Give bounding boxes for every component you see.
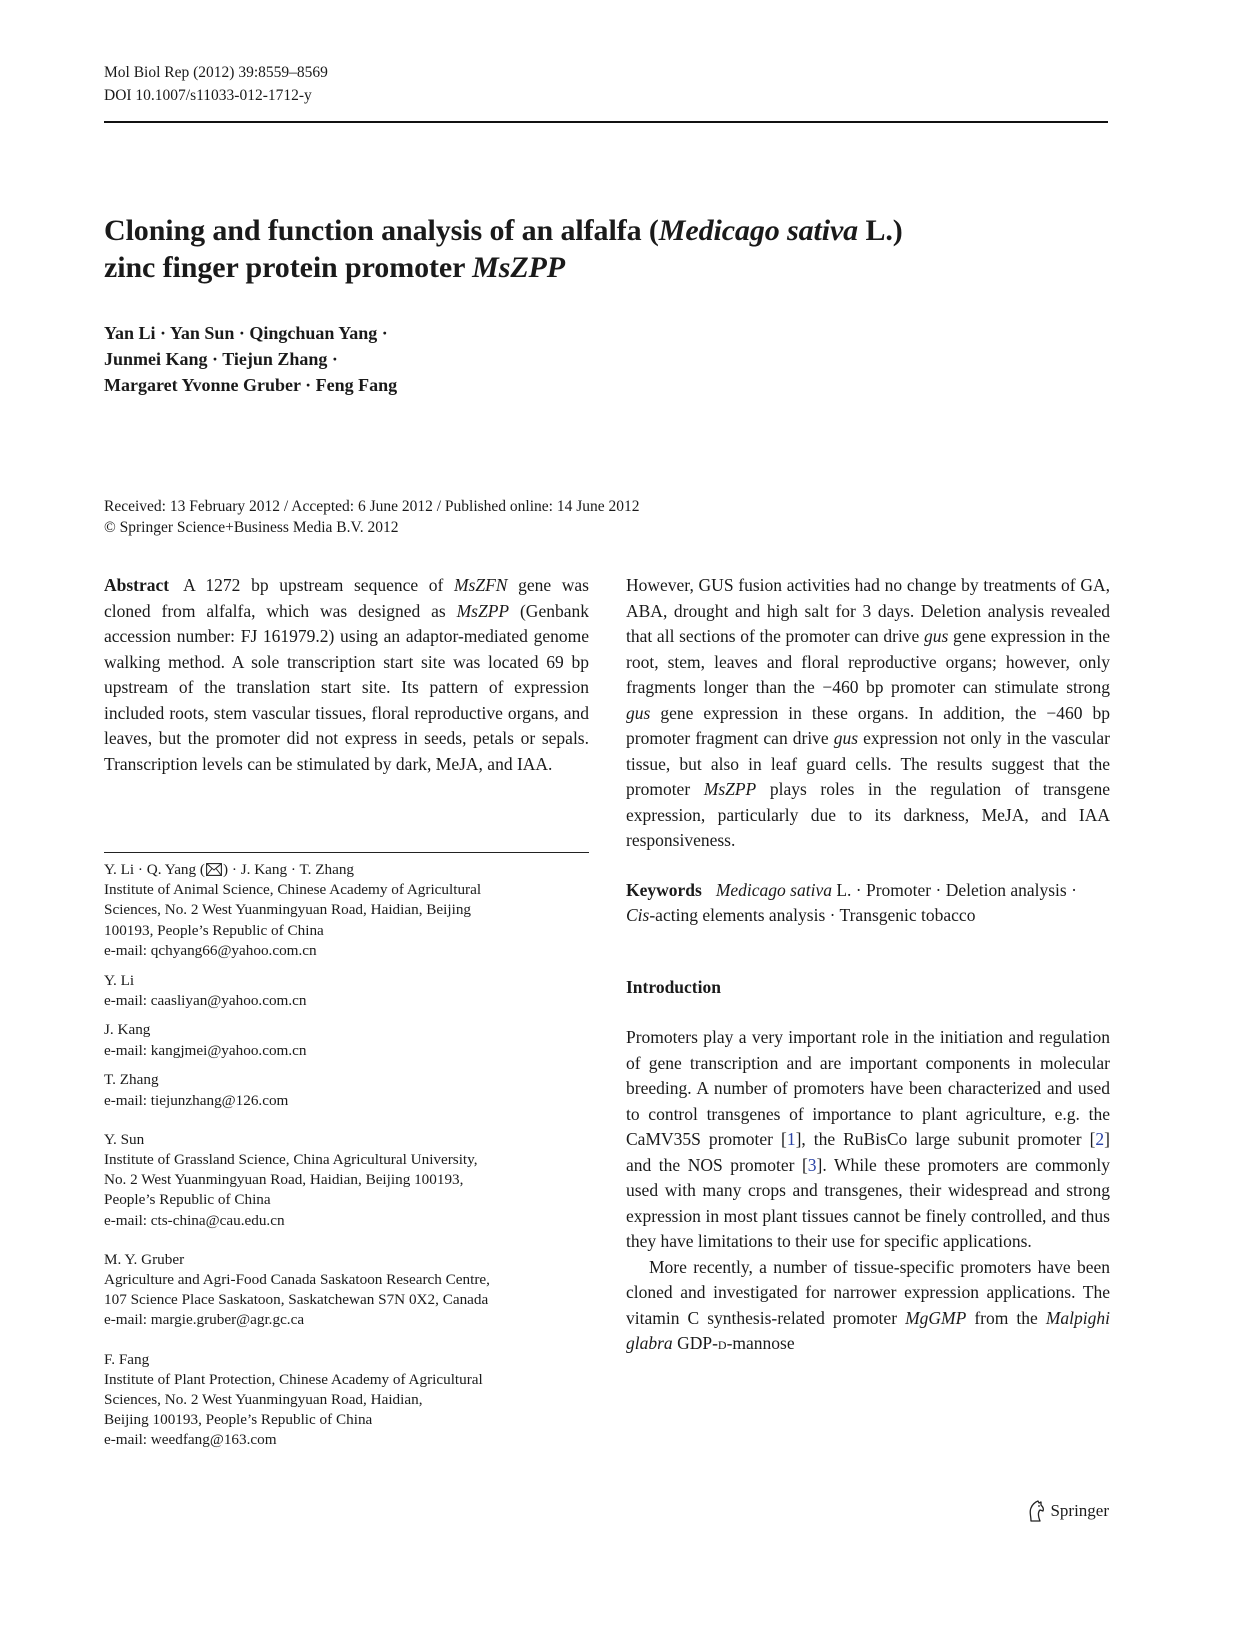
copyright: © Springer Science+Business Media B.V. 2012 xyxy=(104,519,399,536)
paper-title xyxy=(104,212,1104,286)
affiliation-block: M. Y. Gruber Agriculture and Agri-Food Canada Saskatoon Research Centre, 107 Science Place Saskatoon, Saskatchewan S7N 0X2, Canada e-mail: margie.gruber@agr.gc.ca xyxy=(104,1250,594,1331)
affiliation-names: Y. Li · Q. Yang ( ) · J. Kang · T. Zhang xyxy=(104,861,355,878)
citation-link[interactable]: 2 xyxy=(1095,1129,1105,1149)
author-affiliations xyxy=(104,860,594,1460)
title-line-1: Cloning and function analysis of an alfalfa (Medicago sativa L.) xyxy=(104,214,903,247)
received-accepted-published: Received: 13 February 2012 / Accepted: 6 June 2012 / Published online: 14 June 2012 xyxy=(104,498,640,515)
keywords-label: Keywords xyxy=(626,879,702,900)
affiliation-rule xyxy=(104,852,589,853)
affiliation-block: F. Fang Institute of Plant Protection, Chinese Academy of Agricultural Sciences, No. 2 West Yuanmingyuan Road, Haidian, Beijing 100193, People’s Republic of China e-mail: weedfang@163.com xyxy=(104,1350,594,1451)
publication-dates xyxy=(104,496,640,538)
section-heading-introduction: Introduction xyxy=(626,976,721,997)
citation-link[interactable]: 3 xyxy=(807,1154,817,1175)
affiliation-block: T. Zhang e-mail: tiejunzhang@126.com xyxy=(104,1070,594,1110)
email: e-mail: cts-china@cau.edu.cn xyxy=(104,1211,285,1229)
doi: DOI 10.1007/s11033-012-1712-y xyxy=(104,87,312,104)
journal-citation: Mol Biol Rep (2012) 39:8559–8569 xyxy=(104,64,328,81)
author-line: Margaret Yvonne Gruber · Feng Fang xyxy=(104,375,398,395)
intro-paragraph: More recently, a number of tissue-specific promoters have been cloned and investigated for narrower expression applications. The vitamin C synthesis-related promoter MgGMP from the Malpighi glabra GDP-d-mannose xyxy=(626,1256,1110,1353)
publisher-footer xyxy=(1026,1500,1109,1522)
envelope-icon xyxy=(206,863,222,876)
title-line-2: zinc finger protein promoter MsZPP xyxy=(104,251,565,284)
email: e-mail: weedfang@163.com xyxy=(104,1431,277,1449)
abstract-label: Abstract xyxy=(104,575,170,595)
citation-link[interactable]: 1 xyxy=(786,1129,796,1149)
email: e-mail: margie.gruber@agr.gc.ca xyxy=(104,1311,305,1329)
publisher-name: Springer xyxy=(1050,1501,1109,1520)
affiliation-block: J. Kang e-mail: kangjmei@yahoo.com.cn xyxy=(104,1020,594,1060)
author-line: Yan Li · Yan Sun · Qingchuan Yang · xyxy=(104,323,388,343)
abstract-paragraph: Abstract A 1272 bp upstream sequence of MsZFN gene was cloned from alfalfa, which was designed as MsZPP (Genbank accession number: FJ 161979.2) using an adaptor-mediated genome walking method. A sole transcription start site was located 69 bp upstream of the translation start site. Its pattern of expression included roots, stem vascular tissues, floral reproductive organs, and leaves, but the promoter did not express in seeds, petals or sepals. Transcription levels can be stimulated by dark, MeJA, and IAA. xyxy=(104,575,589,774)
header-rule xyxy=(104,121,1108,123)
email: e-mail: qchyang66@yahoo.com.cn xyxy=(104,941,317,959)
email: e-mail: tiejunzhang@126.com xyxy=(104,1091,289,1109)
affiliation-block: Y. Sun Institute of Grassland Science, China Agricultural University, No. 2 West Yuanmingyuan Road, Haidian, Beijing 100193, People’s Republic of China e-mail: cts-china@cau.edu.cn xyxy=(104,1130,594,1231)
intro-paragraph: Promoters play a very important role in the initiation and regulation of gene transcription and are important components in molecular breeding. A number of promoters have been characterized and used to control transgenes of importance to plant agriculture, e.g. the CaMV35S promoter [1], the RuBisCo large subunit promoter [2] and the NOS promoter [3]. While these promoters are commonly used with many crops and transgenes, their widespread and strong expression in most plant tissues cannot be finely controlled, and thus they have limitations to their use for specific applications. xyxy=(626,1027,1110,1251)
affiliation-block: Y. Li e-mail: caasliyan@yahoo.com.cn xyxy=(104,971,594,1011)
abstract-continuation: However, GUS fusion activities had no change by treatments of GA, ABA, drought and high salt for 3 days. Deletion analysis revealed that all sections of the promoter can drive gus gene expression in the root, stem, leaves and floral reproductive organs; however, only fragments longer than the −460 bp promoter can stimulate strong gus gene expression in these organs. In addition, the −460 bp promoter fragment can drive gus expression not only in the vascular tissue, but also in leaf guard cells. The results suggest that the promoter MsZPP plays roles in the regulation of transgene expression, particularly due to its darkness, MeJA, and IAA responsiveness. xyxy=(626,575,1110,850)
keywords: Keywords Medicago sativa L. · Promoter · Deletion analysis · Cis-acting elements analysis · Transgenic tobacco xyxy=(626,879,1077,925)
author-list xyxy=(104,320,397,398)
email: e-mail: kangjmei@yahoo.com.cn xyxy=(104,1041,307,1059)
affiliation-block: Y. Li · Q. Yang ( ) · J. Kang · T. Zhang Institute of Animal Science, Chinese Academy of Agricultural Sciences, No. 2 West Yuanmingyuan Road, Haidian, Beijing 100193, People’s Republic of China e-mail: qchyang66@yahoo.com.cn xyxy=(104,860,594,961)
right-column xyxy=(626,573,1110,1357)
email: e-mail: caasliyan@yahoo.com.cn xyxy=(104,991,307,1009)
author-line: Junmei Kang · Tiejun Zhang · xyxy=(104,349,338,369)
left-column xyxy=(104,573,589,777)
springer-horse-icon xyxy=(1026,1500,1046,1522)
